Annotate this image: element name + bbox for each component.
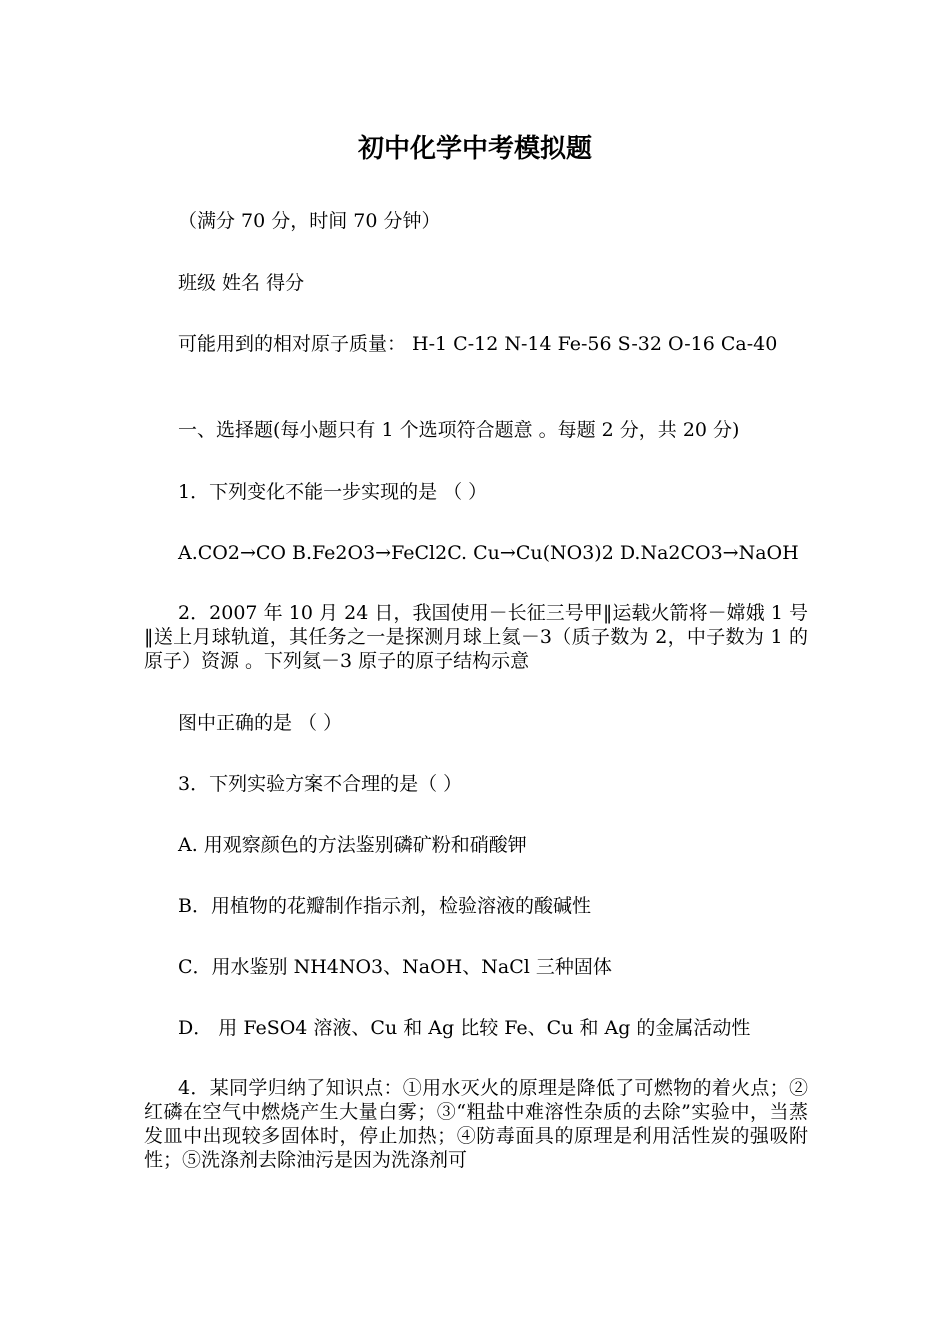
question-3-option-b: B．用植物的花瓣制作指示剂，检验溶液的酸碱性 bbox=[178, 895, 591, 917]
exam-info-score-time: （满分 70 分，时间 70 分钟） bbox=[178, 210, 441, 232]
question-1-options: A.CO2→CO B.Fe2O3→FeCl2C. Cu→Cu(NO3)2 D.Na2CO3→NaOH bbox=[178, 542, 799, 564]
question-1-stem: 1．下列变化不能一步实现的是 （ ） bbox=[178, 481, 488, 503]
question-3-option-c: C．用水鉴别 NH4NO3、NaOH、NaCl 三种固体 bbox=[178, 956, 612, 978]
question-2-stem: 2．2007 年 10 月 24 日，我国使用－长征三号甲‖运载火箭将－嫦娥 1 号‖送上月球轨道，其任务之一是探测月球上氦－3（质子数为 2，中子数为 1 的原子）资源 。下列氦－3 原子的原子结构示意 bbox=[144, 602, 808, 672]
question-3-stem: 3．下列实验方案不合理的是（ ） bbox=[178, 773, 463, 795]
document-title: 初中化学中考模拟题 bbox=[357, 134, 592, 164]
student-info-line: 班级 姓名 得分 bbox=[178, 272, 305, 294]
atomic-masses-line: 可能用到的相对原子质量： H-1 C-12 N-14 Fe-56 S-32 O-16 Ca-40 bbox=[178, 333, 778, 355]
question-4-stem: 4．某同学归纳了知识点：①用水灭火的原理是降低了可燃物的着火点；②红磷在空气中燃烧产生大量白雾；③“粗盐中难溶性杂质的去除”实验中，当蒸发皿中出现较多固体时，停止加热；④防毒面具的原理是利用活性炭的强吸附性；⑤洗涤剂去除油污是因为洗涤剂可 bbox=[144, 1077, 808, 1171]
question-2-stem-continued: 图中正确的是 （ ） bbox=[178, 712, 343, 734]
section-1-header: 一、选择题(每小题只有 1 个选项符合题意 。每题 2 分，共 20 分) bbox=[178, 419, 740, 441]
question-3-option-a: A. 用观察颜色的方法鉴别磷矿粉和硝酸钾 bbox=[178, 834, 527, 856]
question-3-option-d: D． 用 FeSO4 溶液、Cu 和 Ag 比较 Fe、Cu 和 Ag 的金属活动性 bbox=[178, 1017, 751, 1039]
